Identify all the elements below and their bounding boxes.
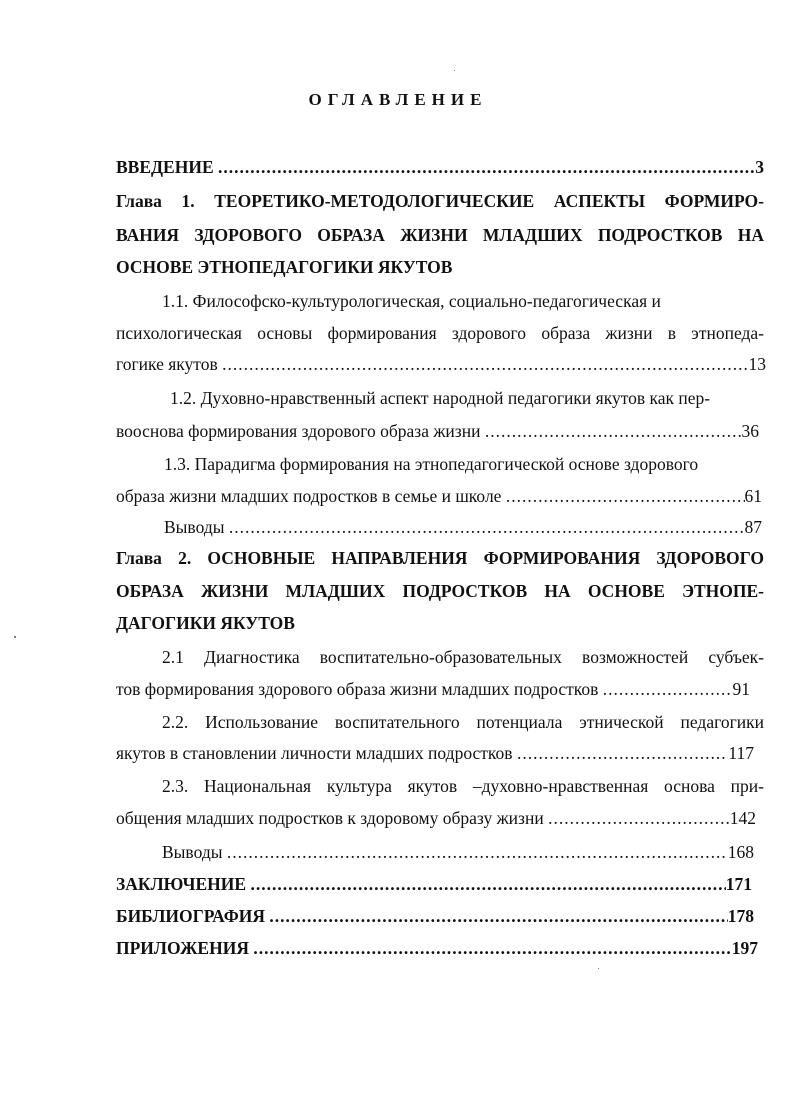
dot-leader xyxy=(224,516,744,538)
section-2-1-line2 xyxy=(116,678,750,700)
toc-page-number: 171 xyxy=(725,874,752,894)
toc-entry-bibliography xyxy=(116,905,754,927)
dot-leader xyxy=(249,937,732,959)
section-2-1-line1: 2.1 Диагностика воспитательно-образовательных возможностей субъек- xyxy=(162,647,764,667)
section-2-2-line2 xyxy=(116,742,754,764)
toc-entry-label: БИБЛИОГРАФИЯ xyxy=(116,906,265,926)
toc-entry-label: вооснова формирования здорового образа жизни xyxy=(116,421,481,441)
section-1-3-line1: 1.3. Парадигма формирования на этнопедагогической основе здорового xyxy=(164,454,699,474)
toc-entry-label: гогике якутов xyxy=(116,354,218,374)
toc-entry-label: ПРИЛОЖЕНИЯ xyxy=(116,938,249,958)
scan-speck xyxy=(454,70,455,71)
dot-leader xyxy=(513,742,729,764)
chapter1-heading-line2: ВАНИЯ ЗДОРОВОГО ОБРАЗА ЖИЗНИ МЛАДШИХ ПОДРОСТКОВ НА xyxy=(116,225,764,245)
dot-leader xyxy=(222,841,727,863)
section-2-2-line1: 2.2. Использование воспитательного потенциала этнической педагогики xyxy=(162,712,764,732)
dot-leader xyxy=(501,485,744,507)
toc-page-number: 168 xyxy=(727,842,754,862)
dot-leader xyxy=(544,807,730,829)
toc-page-number: 3 xyxy=(755,157,764,177)
chapter2-heading-line3: ДАГОГИКИ ЯКУТОВ xyxy=(116,613,295,633)
dot-leader xyxy=(598,678,732,700)
toc-entry-label: Выводы xyxy=(164,517,225,537)
section-2-3-line1: 2.3. Национальная культура якутов –духовно-нравственная основа при- xyxy=(162,776,764,796)
dot-leader xyxy=(246,873,726,895)
dot-leader xyxy=(218,353,749,375)
chapter1-heading-line1: Глава 1. ТЕОРЕТИКО-МЕТОДОЛОГИЧЕСКИЕ АСПЕКТЫ ФОРМИРО- xyxy=(116,191,764,211)
section-1-2-line1: 1.2. Духовно-нравственный аспект народной педагогики якутов как пер- xyxy=(170,388,711,408)
toc-entry-appendices xyxy=(116,937,758,959)
chapter2-heading-line2: ОБРАЗА ЖИЗНИ МЛАДШИХ ПОДРОСТКОВ НА ОСНОВЕ ЭТНОПЕ- xyxy=(116,581,764,601)
dot-leader xyxy=(480,420,741,442)
chapter2-conclusions xyxy=(162,841,754,863)
section-2-3-line2 xyxy=(116,807,756,829)
toc-entry-label: ЗАКЛЮЧЕНИЕ xyxy=(116,874,247,894)
section-1-2-line2 xyxy=(116,420,759,442)
toc-page-number: 197 xyxy=(731,938,758,958)
dot-leader xyxy=(265,905,728,927)
chapter1-heading-line3: ОСНОВЕ ЭТНОПЕДАГОГИКИ ЯКУТОВ xyxy=(116,257,453,277)
toc-entry-label: якутов в становлении личности младших подростков xyxy=(116,743,513,763)
section-1-1-line2: психологическая основы формирования здорового образа жизни в этнопеда- xyxy=(116,323,764,343)
toc-page-number: 36 xyxy=(741,421,759,441)
toc-entry-label: тов формирования здорового образа жизни младших подростков xyxy=(116,679,599,699)
section-1-3-line2 xyxy=(116,485,762,507)
scan-speck xyxy=(14,636,16,638)
scan-speck xyxy=(598,968,599,969)
toc-entry-label: ВВЕДЕНИЕ xyxy=(116,157,214,177)
chapter1-conclusions xyxy=(164,516,762,538)
dot-leader xyxy=(214,156,756,178)
toc-entry-label: общения младших подростков к здоровому образу жизни xyxy=(116,808,544,828)
toc-entry-conclusion xyxy=(116,873,752,895)
toc-page-number: 142 xyxy=(729,808,756,828)
toc-page-number: 91 xyxy=(732,679,750,699)
toc-page-number: 61 xyxy=(744,486,762,506)
toc-page-number: 87 xyxy=(744,517,762,537)
toc-page-number: 117 xyxy=(728,743,754,763)
section-1-1-line1: 1.1. Философско-культурологическая, социально-педагогическая и xyxy=(162,291,661,311)
toc-entry-intro xyxy=(116,156,764,178)
toc-entry-label: Выводы xyxy=(162,842,223,862)
section-1-1-line3 xyxy=(116,353,766,375)
chapter2-heading-line1: Глава 2. ОСНОВНЫЕ НАПРАВЛЕНИЯ ФОРМИРОВАНИЯ ЗДОРОВОГО xyxy=(116,548,764,568)
toc-page-number: 178 xyxy=(727,906,754,926)
toc-title: ОГЛАВЛЕНИЕ xyxy=(308,90,488,109)
toc-entry-label: образа жизни младших подростков в семье и школе xyxy=(116,486,502,506)
toc-page-number: 13 xyxy=(748,354,766,374)
